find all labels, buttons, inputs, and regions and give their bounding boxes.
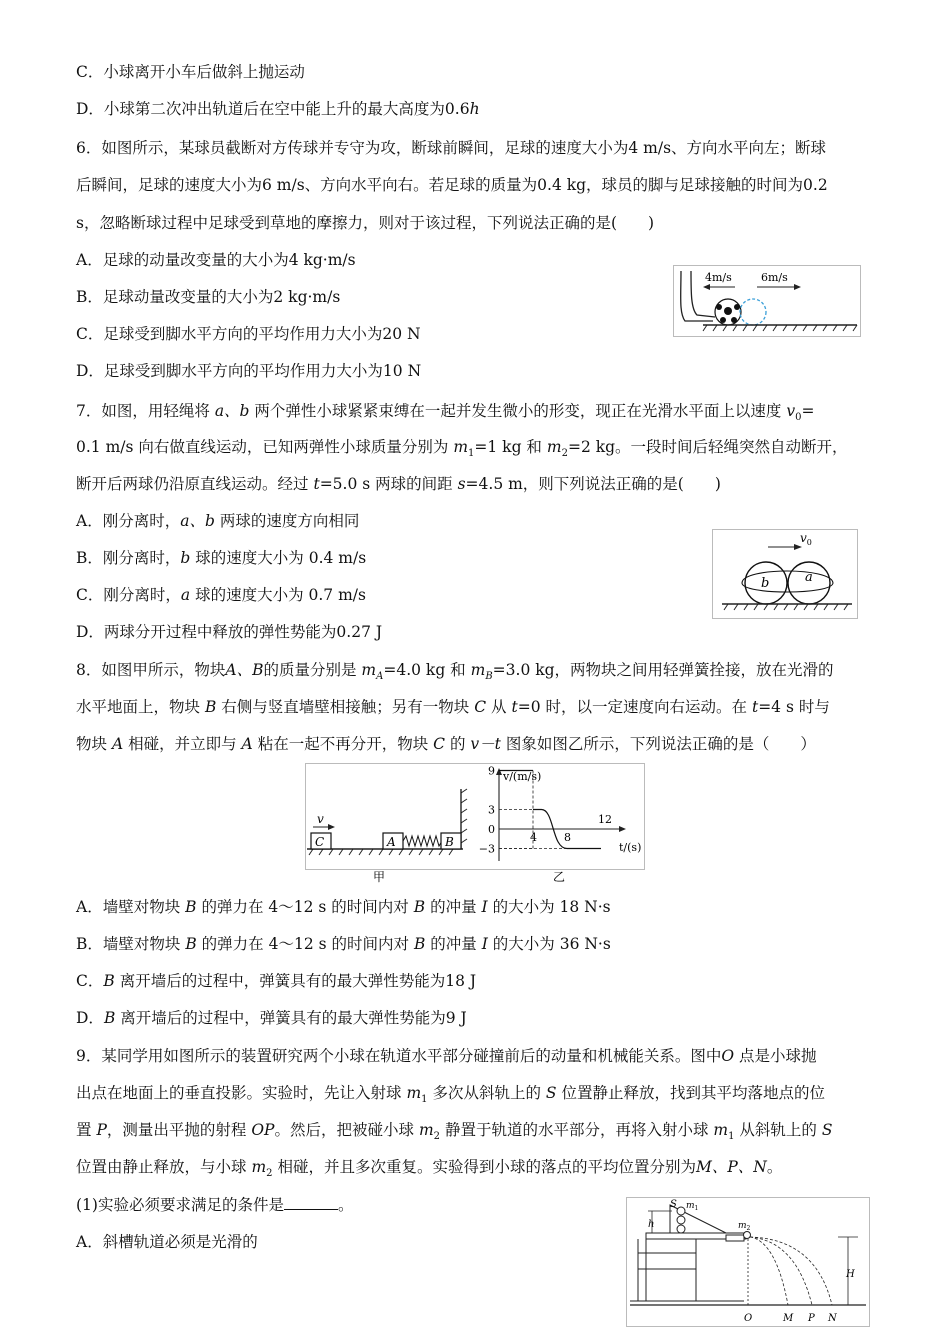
y-tick-label: 3 <box>488 803 495 817</box>
q7-balls-figure <box>712 529 858 619</box>
label-M: M <box>783 1313 794 1324</box>
ball-b-label: b <box>761 576 770 591</box>
block-c-label: C <box>315 835 325 849</box>
v0-label: $v_0$ <box>800 531 812 547</box>
q7-option-b: B．刚分离时，b 球的速度大小为 0.4 m/s <box>76 549 367 567</box>
y-axis-label: v/(m/s) <box>503 770 542 783</box>
y-tick-label: 9 <box>488 764 495 778</box>
q7-option-d: D．两球分开过程中释放的弹性势能为0.27 J <box>76 623 383 641</box>
q8-figure <box>305 763 645 885</box>
q9-stem-line2: 出点在地面上的垂直投影。实验时，先让入射球 $m_1$ 多次从斜轨上的 S 位置静止释放，找到其平均落地点的位 <box>76 1084 825 1106</box>
x-tick-label: 12 <box>598 813 612 826</box>
q9-stem-line1: 9．某同学用如图所示的装置研究两个小球在轨道水平部分碰撞前后的动量和机械能关系。图中O 点是小球抛 <box>76 1047 817 1065</box>
q6-football-figure <box>673 265 861 337</box>
x-tick-label: 8 <box>564 831 571 844</box>
q8-stem-line2: 水平地面上，物块 B 右侧与竖直墙壁相接触；另有一物块 C 从 t=0 时，以一定速度向右运动。在 t=4 s 时与 <box>76 698 830 716</box>
y-tick-label: −3 <box>478 842 495 856</box>
q6-option-c: C．足球受到脚水平方向的平均作用力大小为20 N <box>76 325 421 343</box>
ball-m2 <box>744 1232 751 1239</box>
q7-stem-line3: 断开后两球仍沿原直线运动。经过 t=5.0 s 两球的间距 s=4.5 m，则下列说法正确的是( ) <box>76 475 721 493</box>
q6-stem-line3: s，忽略断球过程中足球受到草地的摩擦力，则对于该过程，下列说法正确的是( ) <box>76 214 655 232</box>
q8-option-d: D．B 离开墙后的过程中，弹簧具有的最大弹性势能为9 J <box>76 1009 467 1027</box>
q8-stem-line3: 物块 A 相碰，并立即与 A 粘在一起不再分开，物块 C 的 v－t 图象如图乙所示，下列说法正确的是（ ） <box>76 735 816 753</box>
x-axis-label: t/(s) <box>619 841 642 854</box>
velocity-right-label: 6m/s <box>761 271 788 284</box>
q5-option-d: D．小球第二次冲出轨道后在空中能上升的最大高度为0.6h <box>76 100 480 118</box>
q7-option-a: A．刚分离时，a、b 两球的速度方向相同 <box>76 512 360 530</box>
q7-stem-line2: 0.1 m/s 向右做直线运动，已知两弹性小球质量分别为 $m_1=1$ kg 和 $m_2=2$ kg。一段时间后轻绳突然自动断开， <box>76 438 848 460</box>
q9-apparatus-figure <box>626 1197 870 1327</box>
label-m2: $m_2$ <box>738 1221 751 1232</box>
q7-option-c: C．刚分离时，a 球的速度大小为 0.7 m/s <box>76 586 366 604</box>
q9-stem-line4: 位置由静止释放，与小球 $m_2$ 相碰，并且多次重复。实验得到小球的落点的平均位置分别为M、P、N。 <box>76 1158 783 1180</box>
q8-option-a: A．墙壁对物块 B 的弹力在 4～12 s 的时间内对 B 的冲量 I 的大小为 18 N·s <box>76 898 611 916</box>
q6-option-a: A．足球的动量改变量的大小为4 kg·m/s <box>76 251 356 269</box>
q9-option-a: A．斜槽轨道必须是光滑的 <box>76 1233 258 1251</box>
answer-blank[interactable] <box>284 1195 338 1210</box>
ball-m1 <box>677 1207 685 1215</box>
q5-option-c: C．小球离开小车后做斜上抛运动 <box>76 63 305 81</box>
q6-stem-line1: 6．如图所示，某球员截断对方传球并专守为攻，断球前瞬间，足球的速度大小为4 m/s、方向水平向左；断球 <box>76 139 827 157</box>
label-m1: $m_1$ <box>686 1201 699 1212</box>
label-P: P <box>808 1313 815 1324</box>
label-N: N <box>828 1313 837 1324</box>
ball-a-label: a <box>805 570 813 585</box>
q9-part1: (1)实验必须要求满足的条件是 。 <box>76 1196 354 1214</box>
velocity-v-label: v <box>317 812 324 826</box>
block-a-label: A <box>387 835 396 849</box>
x-tick-label: 4 <box>530 831 537 844</box>
label-O: O <box>744 1313 753 1324</box>
label-H: H <box>846 1269 855 1280</box>
q8-stem-line1: 8．如图甲所示，物块A、B的质量分别是 $m_A=4.0$ kg 和 $m_B=3.0$ kg，两物块之间用轻弹簧拴接，放在光滑的 <box>76 661 834 683</box>
block-b-label: B <box>445 835 454 849</box>
q6-stem-line2: 后瞬间，足球的速度大小为6 m/s、方向水平向右。若足球的质量为0.4 kg，球员的脚与足球接触的时间为0.2 <box>76 176 828 194</box>
y-tick-label: 0 <box>488 823 495 836</box>
label-s: S <box>670 1199 677 1210</box>
q6-option-b: B．足球动量改变量的大小为2 kg·m/s <box>76 288 341 306</box>
q7-stem-line1: 7．如图，用轻绳将 a、b 两个弹性小球紧紧束缚在一起并发生微小的形变，现正在光滑水平面上以速度 $v_0=$ <box>76 402 815 424</box>
q8-option-b: B．墙壁对物块 B 的弹力在 4～12 s 的时间内对 B 的冲量 I 的大小为 36 N·s <box>76 935 611 953</box>
q6-option-d: D．足球受到脚水平方向的平均作用力大小为10 N <box>76 362 422 380</box>
velocity-left-label: 4m/s <box>705 271 732 284</box>
caption-yi: 乙 <box>553 870 566 884</box>
q8-option-c: C．B 离开墙后的过程中，弹簧具有的最大弹性势能为18 J <box>76 972 477 990</box>
label-h: h <box>648 1219 655 1230</box>
q9-stem-line3: 置 P，测量出平抛的射程 OP。然后，把被碰小球 $m_2$ 静置于轨道的水平部分，再将入射小球 $m_1$ 从斜轨上的 S <box>76 1121 833 1143</box>
caption-jia: 甲 <box>373 870 386 884</box>
